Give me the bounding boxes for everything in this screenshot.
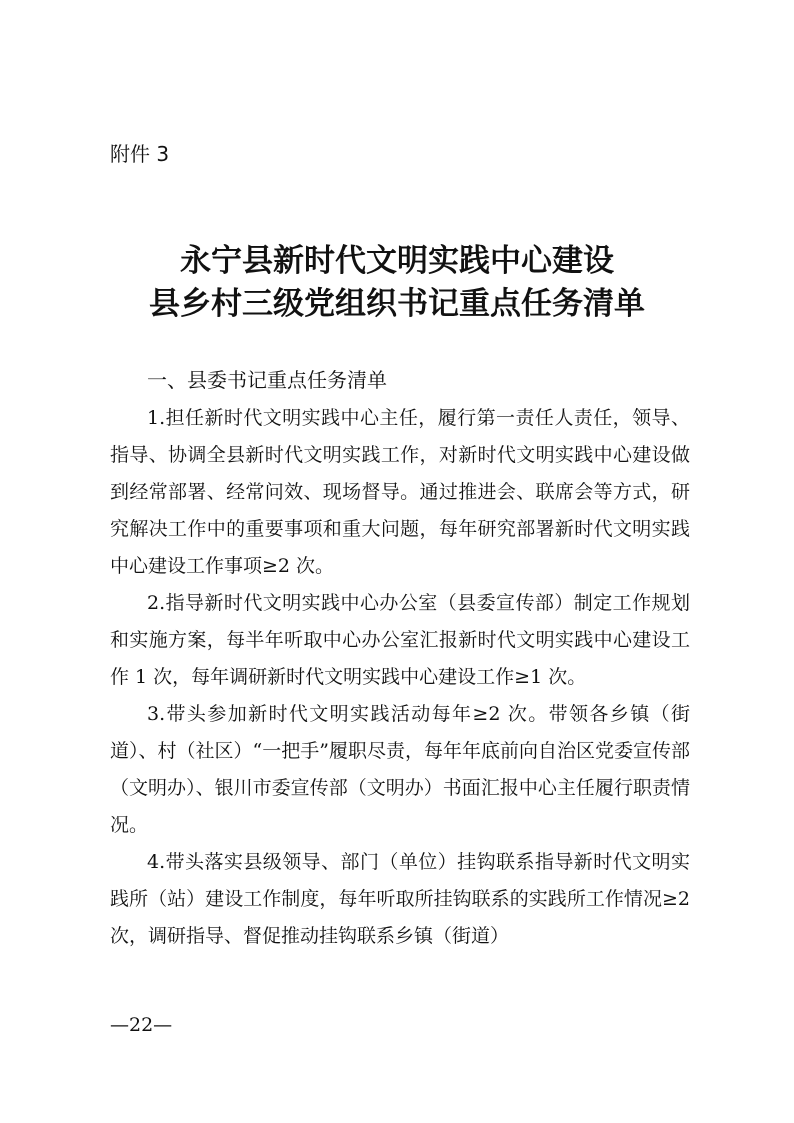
attachment-label: 附件 3 [110, 142, 170, 166]
document-title [0, 240, 794, 326]
section-body [110, 400, 690, 955]
title-line-1: 永宁县新时代文明实践中心建设 [180, 243, 614, 279]
task-item-1: 1.担任新时代文明实践中心主任，履行第一责任人责任，领导、指导、协调全县新时代文明实践工作，对新时代文明实践中心建设做到经常部署、经常问效、现场督导。通过推进会、联席会等方式，研究解决工作中的重要事项和重大问题，每年研究部署新时代文明实践中心建设工作事项≥2 次。 [110, 407, 690, 577]
task-item-4: 4.带头落实县级领导、部门（单位）挂钩联系指导新时代文明实践所（站）建设工作制度，每年听取所挂钩联系的实践所工作情况≥2 次，调研指导、督促推动挂钩联系乡镇（街道） [110, 851, 690, 947]
section-heading: 一、县委书记重点任务清单 [147, 368, 387, 392]
task-item-2: 2.指导新时代文明实践中心办公室（县委宣传部）制定工作规划和实施方案，每半年听取中心办公室汇报新时代文明实践中心建设工作 1 次，每年调研新时代文明实践中心建设工作≥1 次。 [110, 592, 690, 688]
task-item-3: 3.带头参加新时代文明实践活动每年≥2 次。带领各乡镇（街道）、村（社区）“一把手”履职尽责，每年年底前向自治区党委宣传部（文明办）、银川市委宣传部（文明办）书面汇报中心主任履行职责情况。 [110, 703, 690, 836]
page-number: —22— [110, 1014, 173, 1036]
title-line-2: 县乡村三级党组织书记重点任务清单 [149, 286, 645, 322]
